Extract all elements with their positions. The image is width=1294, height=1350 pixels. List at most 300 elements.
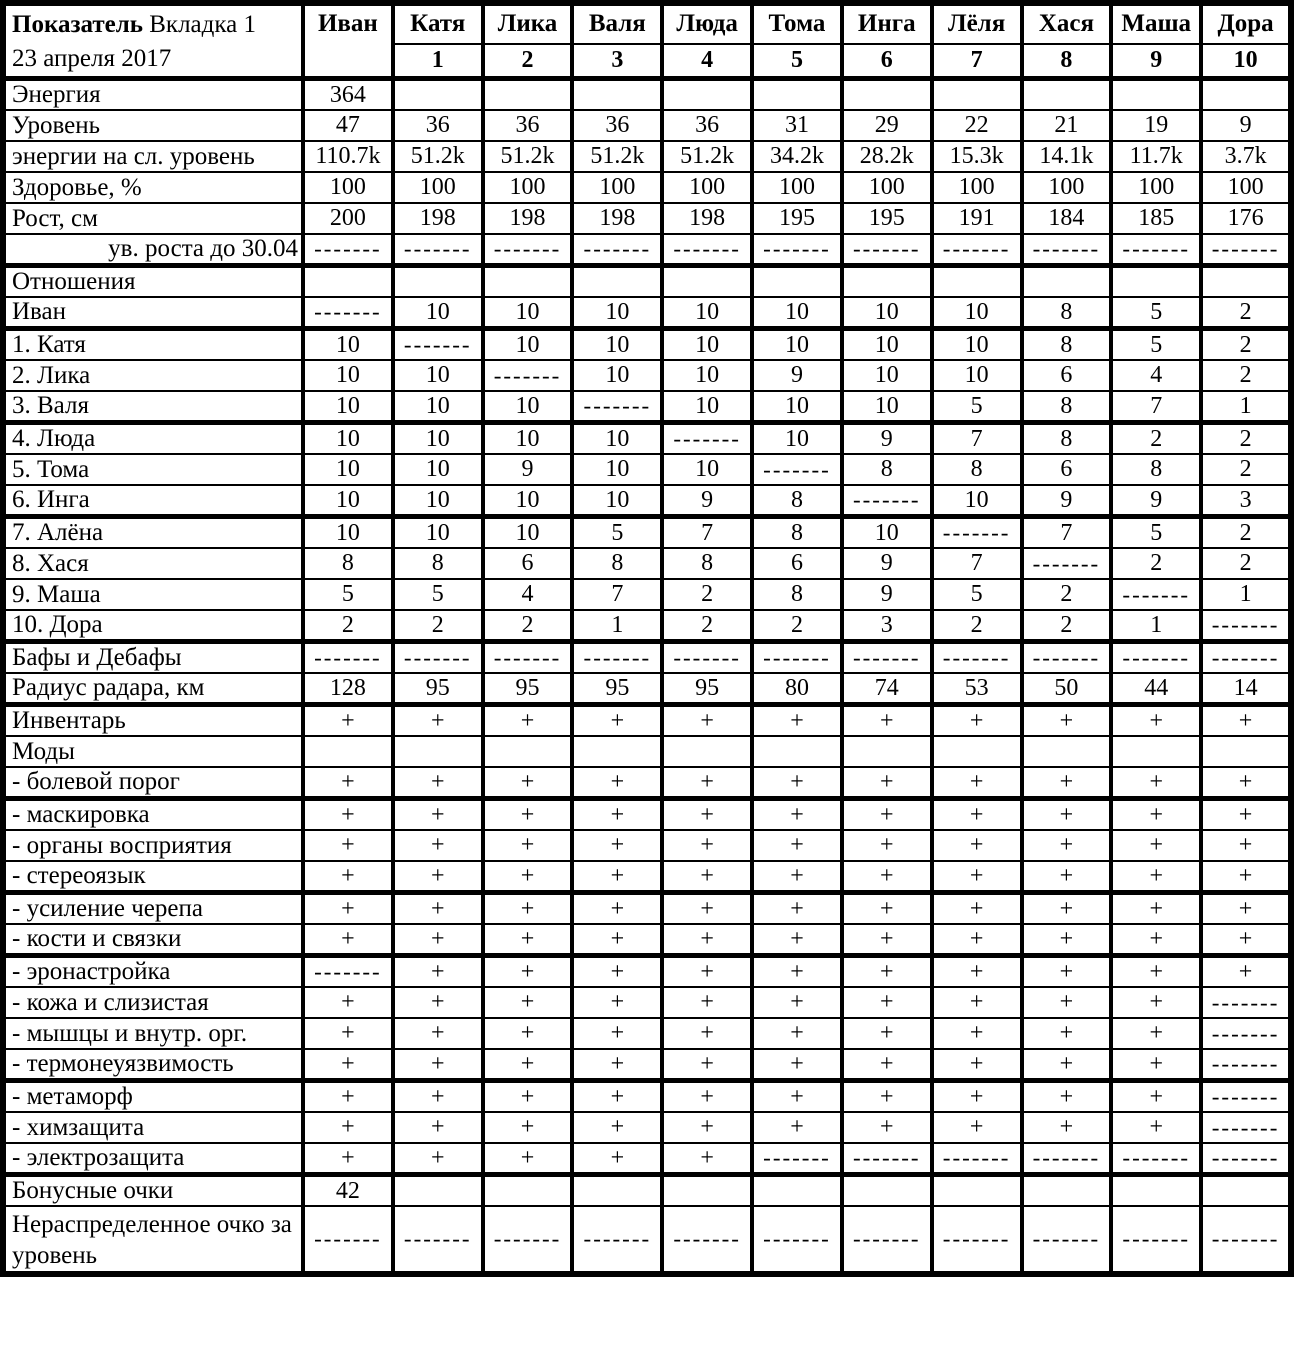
cell-value: -------	[842, 1143, 932, 1175]
cell-value: 6	[752, 548, 842, 579]
cell-value: 10	[303, 329, 393, 361]
table-row	[3, 705, 1291, 737]
cell-value: 2	[393, 610, 483, 642]
cell-value: 2	[1111, 548, 1201, 579]
column-header-name: Лёля	[932, 3, 1022, 44]
row-label: - маскировка	[3, 799, 303, 831]
cell-value: +	[483, 1018, 573, 1049]
cell-value: +	[483, 705, 573, 737]
cell-value: -------	[752, 1206, 842, 1274]
cell-value: 100	[752, 172, 842, 203]
cell-value: +	[393, 799, 483, 831]
cell-value: -------	[932, 1143, 1022, 1175]
cell-value	[483, 1175, 573, 1207]
cell-value: +	[1201, 861, 1291, 893]
cell-value	[572, 79, 662, 111]
cell-value: +	[483, 893, 573, 925]
cell-value: 10	[842, 391, 932, 423]
cell-value: 10	[483, 329, 573, 361]
cell-value: 10	[572, 297, 662, 329]
cell-value: -------	[483, 234, 573, 266]
cell-value: +	[393, 987, 483, 1018]
cell-value: +	[1111, 987, 1201, 1018]
cell-value: 10	[303, 485, 393, 517]
row-label: - мышцы и внутр. орг.	[3, 1018, 303, 1049]
cell-value: +	[572, 1081, 662, 1113]
cell-value: +	[1201, 767, 1291, 799]
cell-value: +	[932, 799, 1022, 831]
cell-value: 10	[662, 454, 752, 485]
cell-value: +	[842, 924, 932, 956]
cell-value	[1111, 79, 1201, 111]
cell-value: +	[303, 861, 393, 893]
cell-value: +	[393, 1081, 483, 1113]
cell-value: 10	[662, 329, 752, 361]
cell-value: +	[1111, 956, 1201, 988]
cell-value: 36	[572, 110, 662, 141]
cell-value: +	[842, 767, 932, 799]
cell-value: -------	[303, 234, 393, 266]
row-label: Иван	[3, 297, 303, 329]
cell-value: 100	[1022, 172, 1112, 203]
column-header-name: Катя	[393, 3, 483, 44]
column-header-number: 8	[1022, 44, 1112, 79]
cell-value: -------	[1201, 987, 1291, 1018]
cell-value: 10	[842, 329, 932, 361]
cell-value: +	[572, 830, 662, 861]
cell-value: 10	[662, 391, 752, 423]
row-label: Здоровье, %	[3, 172, 303, 203]
table-corner-header	[3, 3, 303, 79]
cell-value	[752, 266, 842, 298]
cell-value: +	[752, 767, 842, 799]
cell-value: 7	[1022, 517, 1112, 549]
cell-value: +	[932, 767, 1022, 799]
cell-value	[932, 266, 1022, 298]
cell-value: +	[483, 767, 573, 799]
cell-value: 100	[303, 172, 393, 203]
cell-value: 7	[932, 423, 1022, 455]
cell-value: +	[1111, 924, 1201, 956]
cell-value: +	[932, 1018, 1022, 1049]
cell-value: +	[1111, 1049, 1201, 1081]
table-row	[3, 234, 1291, 266]
cell-value: +	[932, 924, 1022, 956]
cell-value: +	[1022, 924, 1112, 956]
cell-value: 95	[662, 673, 752, 705]
cell-value: +	[303, 1112, 393, 1143]
cell-value: 8	[1022, 297, 1112, 329]
table-row	[3, 924, 1291, 956]
cell-value: +	[572, 1143, 662, 1175]
row-label: 8. Хася	[3, 548, 303, 579]
cell-value: +	[303, 705, 393, 737]
cell-value: 8	[572, 548, 662, 579]
cell-value	[393, 1175, 483, 1207]
cell-value: +	[1022, 893, 1112, 925]
cell-value: +	[572, 799, 662, 831]
table-row	[3, 548, 1291, 579]
cell-value: 10	[303, 423, 393, 455]
cell-value: +	[932, 861, 1022, 893]
cell-value	[752, 1175, 842, 1207]
cell-value: -------	[662, 1206, 752, 1274]
row-label: - органы восприятия	[3, 830, 303, 861]
cell-value: 198	[483, 203, 573, 234]
cell-value: 2	[1022, 610, 1112, 642]
table-title-tab: Вкладка 1	[143, 11, 256, 38]
cell-value: +	[483, 924, 573, 956]
cell-value: -------	[393, 1206, 483, 1274]
row-label: Нераспределенное очко за уровень	[3, 1206, 303, 1274]
cell-value: 8	[303, 548, 393, 579]
table-row	[3, 1206, 1291, 1274]
cell-value: 42	[303, 1175, 393, 1207]
cell-value: +	[393, 830, 483, 861]
cell-value: +	[1111, 830, 1201, 861]
cell-value: 2	[1111, 423, 1201, 455]
cell-value: +	[842, 830, 932, 861]
cell-value: -------	[572, 1206, 662, 1274]
cell-value: -------	[842, 1206, 932, 1274]
cell-value: 10	[572, 423, 662, 455]
table-row	[3, 1049, 1291, 1081]
cell-value: 10	[752, 329, 842, 361]
cell-value: 100	[572, 172, 662, 203]
cell-value: 100	[842, 172, 932, 203]
cell-value: 198	[393, 203, 483, 234]
cell-value	[842, 1175, 932, 1207]
cell-value: 2	[1201, 423, 1291, 455]
cell-value: +	[1022, 830, 1112, 861]
cell-value: 1	[1201, 391, 1291, 423]
cell-value: +	[662, 861, 752, 893]
cell-value: 10	[752, 423, 842, 455]
cell-value: 2	[483, 610, 573, 642]
cell-value: 5	[393, 579, 483, 610]
cell-value: 5	[1111, 517, 1201, 549]
row-label: 7. Алёна	[3, 517, 303, 549]
cell-value: +	[393, 893, 483, 925]
cell-value: 8	[752, 579, 842, 610]
cell-value: 47	[303, 110, 393, 141]
row-label: 9. Маша	[3, 579, 303, 610]
cell-value: 110.7k	[303, 141, 393, 172]
cell-value: +	[303, 799, 393, 831]
cell-value	[1201, 736, 1291, 767]
cell-value: 10	[393, 454, 483, 485]
row-label: 4. Люда	[3, 423, 303, 455]
cell-value: 34.2k	[752, 141, 842, 172]
cell-value: 100	[662, 172, 752, 203]
cell-value	[572, 736, 662, 767]
cell-value: +	[393, 956, 483, 988]
cell-value: 5	[303, 579, 393, 610]
cell-value: +	[662, 987, 752, 1018]
table-row	[3, 391, 1291, 423]
cell-value: -------	[1111, 642, 1201, 674]
row-label: - усиление черепа	[3, 893, 303, 925]
cell-value: +	[483, 861, 573, 893]
cell-value	[662, 79, 752, 111]
cell-value: 9	[752, 360, 842, 391]
table-row	[3, 329, 1291, 361]
row-label: 5. Тома	[3, 454, 303, 485]
cell-value: +	[572, 705, 662, 737]
cell-value: -------	[303, 1206, 393, 1274]
table-row	[3, 1175, 1291, 1207]
table-row	[3, 1081, 1291, 1113]
cell-value: +	[662, 924, 752, 956]
row-label: 2. Лика	[3, 360, 303, 391]
row-label: Радиус радара, км	[3, 673, 303, 705]
cell-value: -------	[752, 1143, 842, 1175]
cell-value	[842, 736, 932, 767]
table-row	[3, 893, 1291, 925]
cell-value: +	[303, 1143, 393, 1175]
column-header-number: 6	[842, 44, 932, 79]
cell-value: -------	[393, 234, 483, 266]
cell-value: -------	[1111, 1143, 1201, 1175]
cell-value	[1201, 266, 1291, 298]
cell-value: 176	[1201, 203, 1291, 234]
cell-value: +	[303, 1049, 393, 1081]
table-row	[3, 297, 1291, 329]
cell-value: -------	[752, 454, 842, 485]
cell-value	[572, 266, 662, 298]
header-names-row	[3, 3, 1291, 44]
cell-value: +	[393, 924, 483, 956]
cell-value: -------	[393, 642, 483, 674]
cell-value: -------	[1201, 1081, 1291, 1113]
cell-value: 5	[1111, 329, 1201, 361]
cell-value: 7	[662, 517, 752, 549]
cell-value: 8	[1022, 423, 1112, 455]
row-label: Бонусные очки	[3, 1175, 303, 1207]
cell-value: +	[1111, 705, 1201, 737]
cell-value: 44	[1111, 673, 1201, 705]
cell-value: 200	[303, 203, 393, 234]
cell-value	[1201, 1175, 1291, 1207]
cell-value: -------	[483, 1206, 573, 1274]
cell-value: +	[1022, 705, 1112, 737]
cell-value: 9	[842, 579, 932, 610]
cell-value: 36	[483, 110, 573, 141]
cell-value: +	[842, 861, 932, 893]
table-row	[3, 673, 1291, 705]
row-label: Бафы и Дебафы	[3, 642, 303, 674]
cell-value: +	[1111, 767, 1201, 799]
cell-value: -------	[932, 642, 1022, 674]
cell-value: +	[932, 893, 1022, 925]
cell-value: -------	[572, 234, 662, 266]
row-label: - кости и связки	[3, 924, 303, 956]
cell-value: 29	[842, 110, 932, 141]
cell-value: 184	[1022, 203, 1112, 234]
cell-value: 195	[842, 203, 932, 234]
cell-value: 10	[752, 297, 842, 329]
cell-value: +	[393, 1018, 483, 1049]
row-label: - электрозащита	[3, 1143, 303, 1175]
cell-value: -------	[1201, 642, 1291, 674]
cell-value: 9	[842, 548, 932, 579]
row-label: Моды	[3, 736, 303, 767]
cell-value: 22	[932, 110, 1022, 141]
table-row	[3, 956, 1291, 988]
row-label: - эронастройка	[3, 956, 303, 988]
cell-value: +	[393, 767, 483, 799]
column-header-number: 5	[752, 44, 842, 79]
cell-value: 2	[1022, 579, 1112, 610]
cell-value: +	[1022, 956, 1112, 988]
table-row	[3, 423, 1291, 455]
cell-value: +	[842, 1049, 932, 1081]
cell-value: 7	[932, 548, 1022, 579]
cell-value: 10	[303, 517, 393, 549]
cell-value: 3	[1201, 485, 1291, 517]
cell-value	[393, 266, 483, 298]
cell-value: +	[662, 893, 752, 925]
cell-value: +	[662, 705, 752, 737]
cell-value: -------	[932, 234, 1022, 266]
row-label: - стереоязык	[3, 861, 303, 893]
cell-value	[1022, 79, 1112, 111]
column-header-number: 3	[572, 44, 662, 79]
cell-value: -------	[572, 391, 662, 423]
row-label: Инвентарь	[3, 705, 303, 737]
cell-value: 10	[483, 391, 573, 423]
cell-value: 31	[752, 110, 842, 141]
column-header-number: 9	[1111, 44, 1201, 79]
cell-value: 10	[662, 360, 752, 391]
table-row	[3, 767, 1291, 799]
cell-value: +	[842, 893, 932, 925]
row-label: энергии на сл. уровень	[3, 141, 303, 172]
table-row	[3, 610, 1291, 642]
cell-value: -------	[303, 642, 393, 674]
cell-value	[842, 266, 932, 298]
cell-value: +	[1111, 861, 1201, 893]
cell-value: 191	[932, 203, 1022, 234]
cell-value: +	[483, 956, 573, 988]
column-header-name: Маша	[1111, 3, 1201, 44]
cell-value: +	[1111, 1081, 1201, 1113]
cell-value: +	[842, 1081, 932, 1113]
cell-value: +	[752, 1018, 842, 1049]
cell-value: 10	[393, 485, 483, 517]
cell-value: 5	[572, 517, 662, 549]
cell-value: -------	[752, 642, 842, 674]
cell-value: 10	[572, 454, 662, 485]
cell-value: 10	[752, 391, 842, 423]
cell-value: 198	[662, 203, 752, 234]
cell-value: +	[662, 1018, 752, 1049]
cell-value: +	[572, 1049, 662, 1081]
cell-value: 2	[303, 610, 393, 642]
cell-value: +	[752, 1049, 842, 1081]
cell-value: 95	[572, 673, 662, 705]
cell-value: 10	[932, 485, 1022, 517]
cell-value: 8	[393, 548, 483, 579]
column-header-name: Иван	[303, 3, 393, 79]
cell-value: 10	[483, 297, 573, 329]
row-label: 6. Инга	[3, 485, 303, 517]
cell-value: 10	[572, 360, 662, 391]
cell-value: 8	[662, 548, 752, 579]
cell-value: 10	[572, 329, 662, 361]
cell-value	[662, 736, 752, 767]
cell-value: 36	[393, 110, 483, 141]
cell-value: 100	[393, 172, 483, 203]
cell-value: 364	[303, 79, 393, 111]
cell-value: -------	[483, 642, 573, 674]
table-row	[3, 799, 1291, 831]
cell-value: +	[1111, 893, 1201, 925]
table-row	[3, 736, 1291, 767]
cell-value: 51.2k	[662, 141, 752, 172]
cell-value: 10	[932, 360, 1022, 391]
cell-value: 36	[662, 110, 752, 141]
cell-value: 8	[842, 454, 932, 485]
cell-value: +	[483, 1143, 573, 1175]
cell-value: +	[842, 799, 932, 831]
table-row	[3, 485, 1291, 517]
cell-value: -------	[1022, 1143, 1112, 1175]
cell-value: +	[662, 1112, 752, 1143]
row-label: Уровень	[3, 110, 303, 141]
cell-value: +	[752, 1112, 842, 1143]
row-label: Энергия	[3, 79, 303, 111]
cell-value: +	[483, 830, 573, 861]
cell-value	[1201, 79, 1291, 111]
cell-value: +	[932, 956, 1022, 988]
column-header-number: 10	[1201, 44, 1291, 79]
cell-value: 9	[1111, 485, 1201, 517]
cell-value: +	[303, 1018, 393, 1049]
cell-value: 1	[572, 610, 662, 642]
cell-value	[1022, 736, 1112, 767]
cell-value: +	[572, 1112, 662, 1143]
cell-value: 10	[842, 360, 932, 391]
cell-value: 10	[483, 517, 573, 549]
cell-value: -------	[752, 234, 842, 266]
column-header-name: Дора	[1201, 3, 1291, 44]
table-row	[3, 1018, 1291, 1049]
cell-value: -------	[1022, 548, 1112, 579]
cell-value: +	[932, 1081, 1022, 1113]
cell-value: -------	[1022, 234, 1112, 266]
column-header-number: 4	[662, 44, 752, 79]
table-body	[3, 79, 1291, 1275]
table-row	[3, 266, 1291, 298]
table-title-bold: Показатель	[12, 11, 143, 38]
cell-value: -------	[932, 517, 1022, 549]
row-label: 3. Валя	[3, 391, 303, 423]
cell-value: -------	[1022, 642, 1112, 674]
cell-value	[483, 266, 573, 298]
cell-value: 5	[1111, 297, 1201, 329]
cell-value: 100	[483, 172, 573, 203]
cell-value: +	[303, 893, 393, 925]
cell-value: +	[1201, 705, 1291, 737]
row-label: - кожа и слизистая	[3, 987, 303, 1018]
cell-value: +	[303, 987, 393, 1018]
cell-value: +	[572, 924, 662, 956]
cell-value: 10	[483, 423, 573, 455]
row-label: Рост, см	[3, 203, 303, 234]
cell-value: 95	[393, 673, 483, 705]
cell-value	[662, 1175, 752, 1207]
